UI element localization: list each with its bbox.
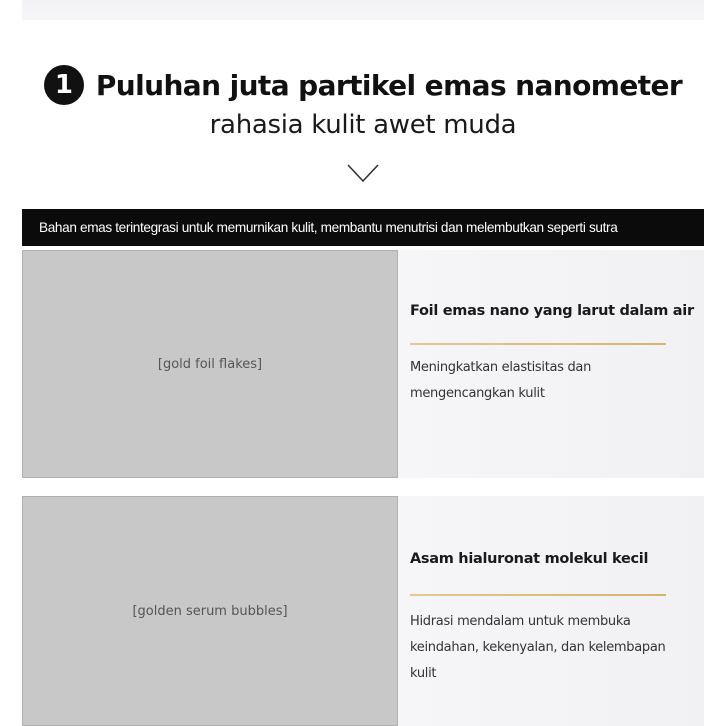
number-badge: 1 bbox=[44, 65, 84, 105]
headline-subtitle: rahasia kulit awet muda bbox=[209, 110, 517, 140]
top-strip bbox=[22, 0, 704, 20]
serum-bubbles-image-label: [golden serum bubbles] bbox=[132, 603, 288, 619]
feature-title: Foil emas nano yang larut dalam air bbox=[410, 303, 694, 319]
chevron-down-icon bbox=[347, 163, 379, 183]
gold-foil-image-label: [gold foil flakes] bbox=[157, 356, 263, 372]
gold-foil-image bbox=[22, 250, 398, 478]
gold-divider bbox=[410, 343, 666, 345]
banner-text: Bahan emas terintegrasi untuk memurnikan kulit, membantu menutrisi dan melembutkan seperti sutra bbox=[39, 220, 618, 235]
feature-panel-gold-foil bbox=[22, 250, 704, 478]
feature-banner bbox=[22, 209, 704, 246]
feature-text-card bbox=[398, 250, 704, 478]
serum-bubbles-image bbox=[22, 496, 398, 726]
feature-text-card bbox=[398, 496, 704, 726]
feature-title: Asam hialuronat molekul kecil bbox=[410, 551, 649, 567]
feature-panel-hyaluronic bbox=[22, 496, 704, 726]
gold-divider bbox=[410, 594, 666, 596]
headline bbox=[0, 60, 726, 110]
headline-title: Puluhan juta partikel emas nanometer bbox=[95, 68, 683, 102]
feature-description: Hidrasi mendalam untuk membuka keindahan, kekenyalan, dan kelembapan kulit bbox=[410, 614, 666, 681]
feature-description: Meningkatkan elastisitas dan mengencangkan kulit bbox=[410, 360, 592, 401]
